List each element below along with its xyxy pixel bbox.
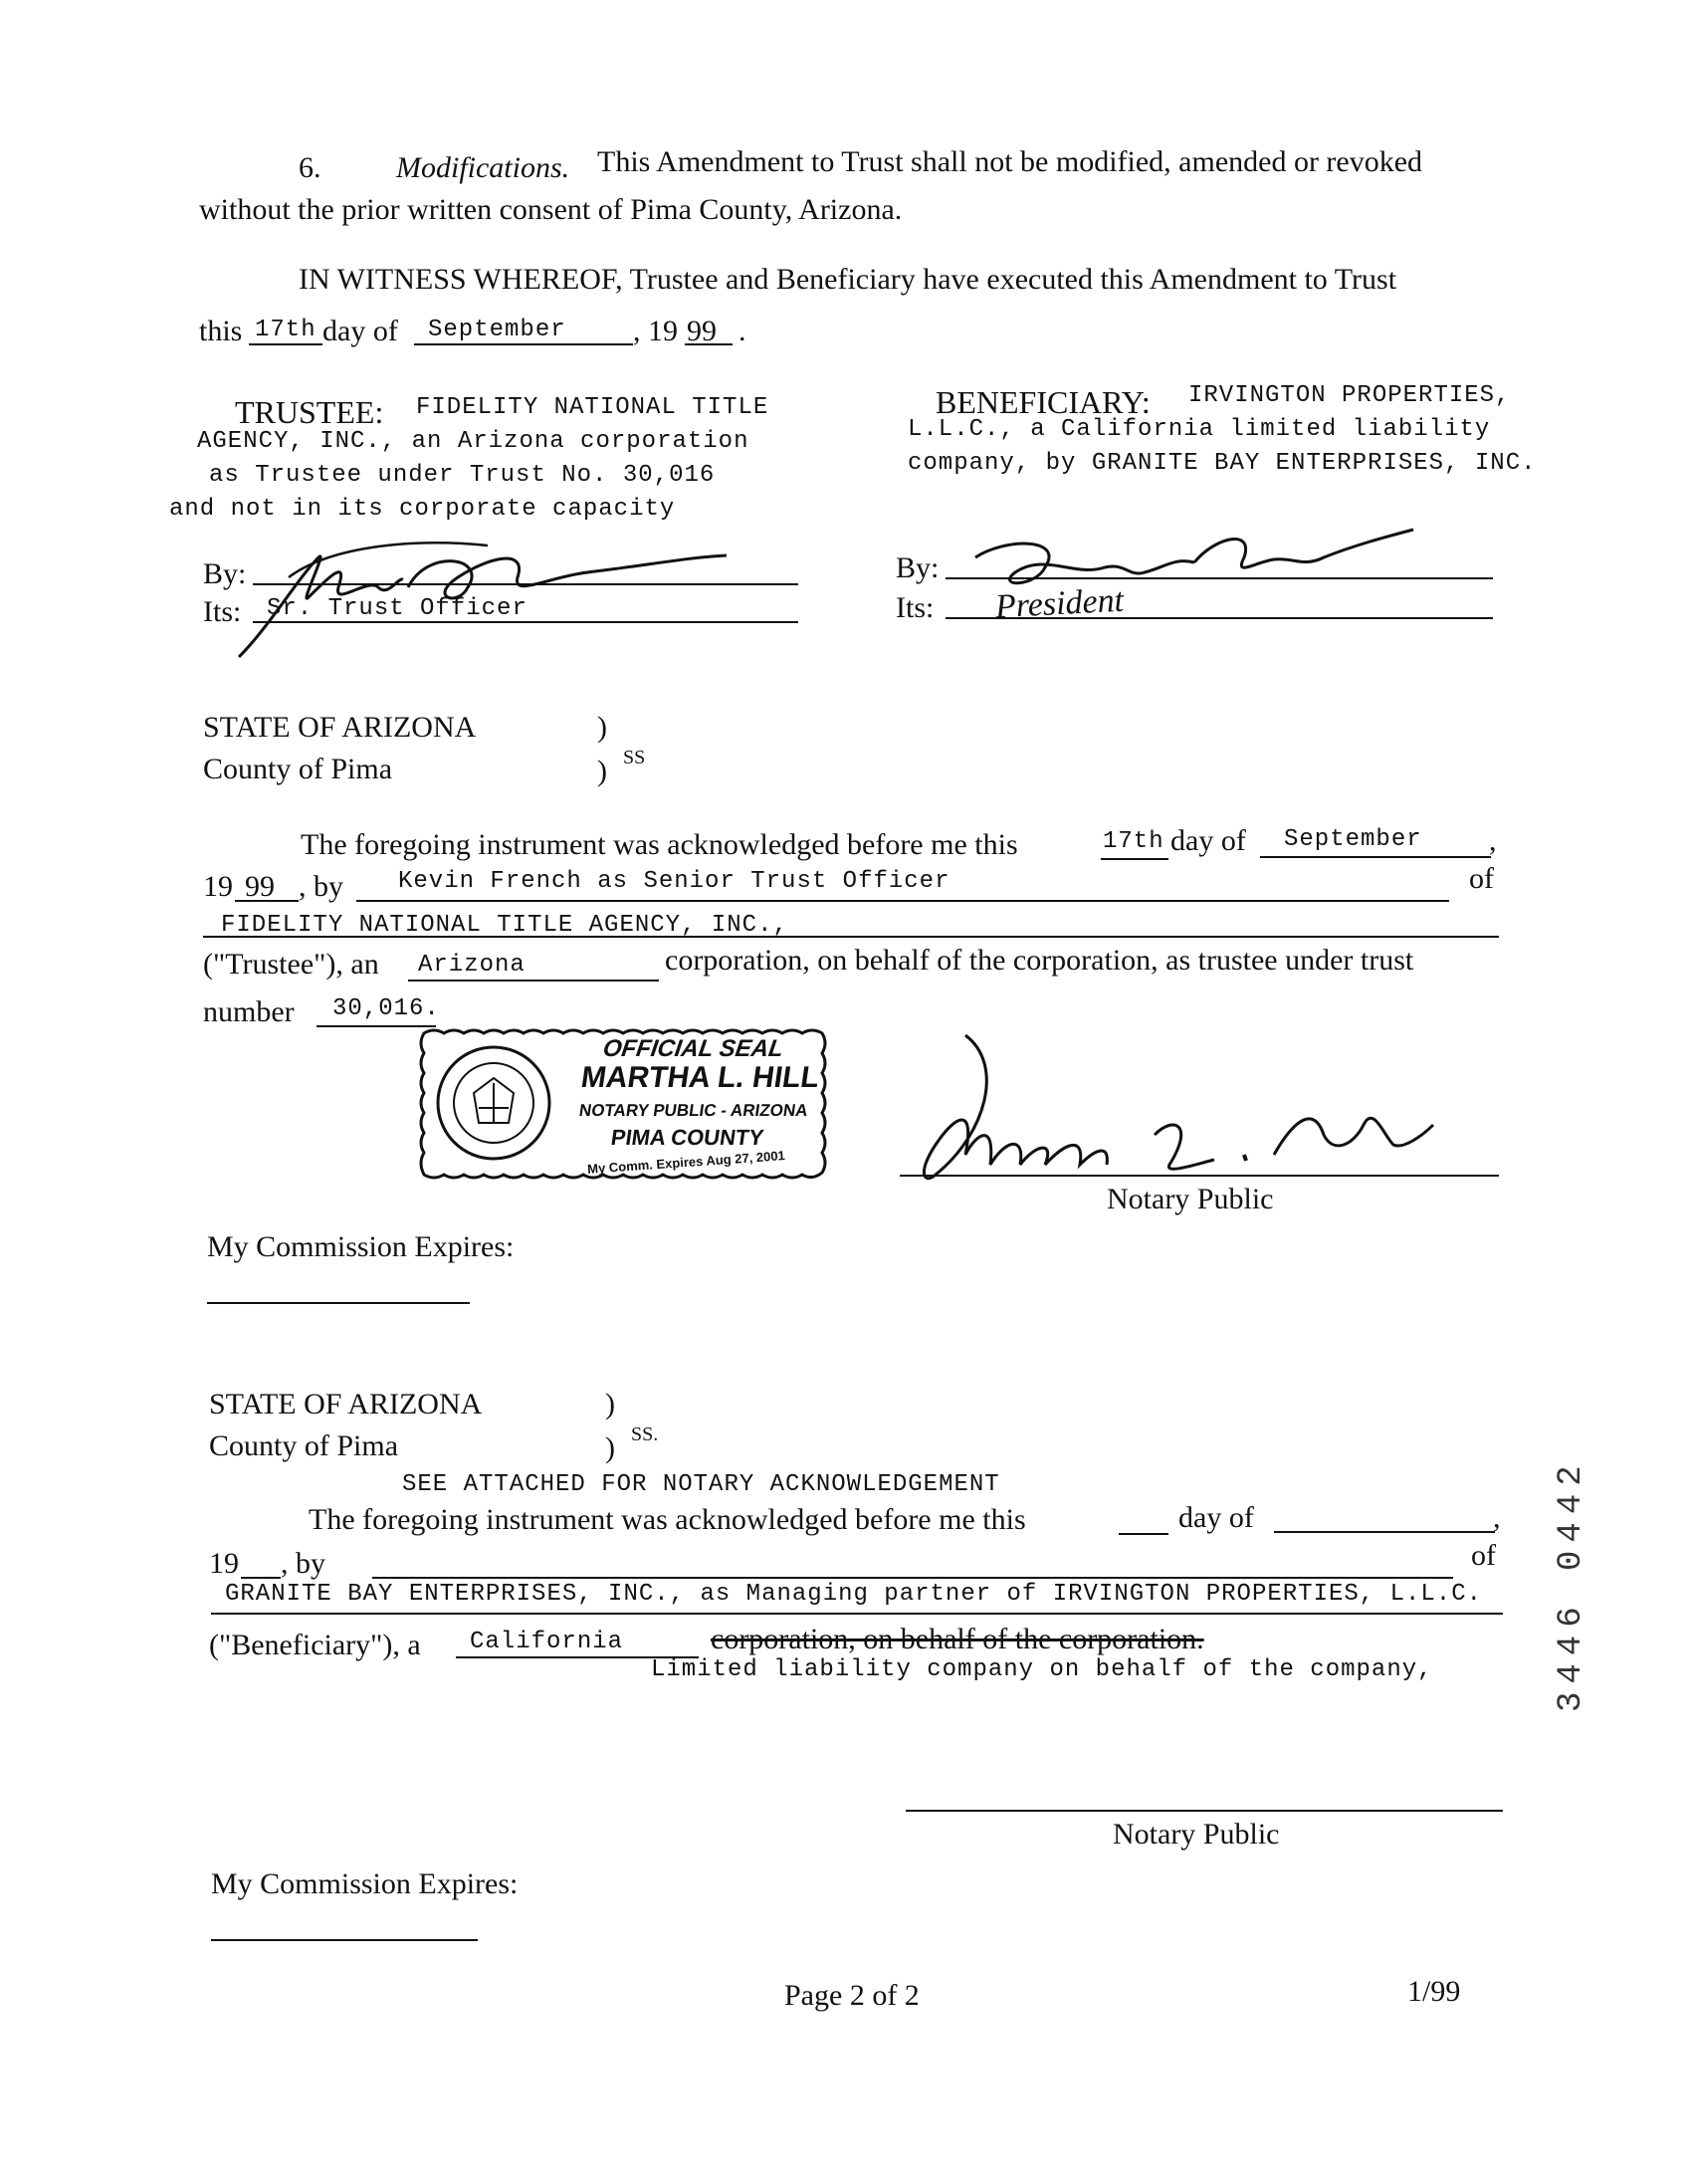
notary1-commission-line xyxy=(207,1302,470,1304)
notary1-comma: , xyxy=(1489,824,1497,857)
beneficiary-line3: company, by GRANITE BAY ENTERPRISES, INC. xyxy=(908,450,1537,477)
notary2-year-prefix: 19 xyxy=(209,1547,239,1580)
beneficiary-by-label: By: xyxy=(896,551,940,584)
trustee-line4: and not in its corporate capacity xyxy=(169,496,676,523)
beneficiary-its-value: President xyxy=(994,581,1125,626)
revision-code: 1/99 xyxy=(1407,1975,1461,2008)
notary1-ack-start: The foregoing instrument was acknowledged before me this xyxy=(301,828,1018,861)
notary1-person-underline xyxy=(356,900,1449,902)
notary1-person: Kevin French as Senior Trust Officer xyxy=(398,868,950,895)
seal-line1: OFFICIAL SEAL xyxy=(601,1035,785,1062)
notary2-paren1: ) xyxy=(605,1388,615,1420)
witness-this: this xyxy=(199,315,243,347)
notary1-company: FIDELITY NATIONAL TITLE AGENCY, INC., xyxy=(221,912,788,939)
notary1-day: 17th xyxy=(1103,828,1164,855)
notary1-month-underline xyxy=(1260,856,1491,858)
section6-text-line2: without the prior written consent of Pima County, Arizona. xyxy=(199,193,903,226)
notary1-year-prefix: 19 xyxy=(203,870,233,903)
beneficiary-its-label: Its: xyxy=(896,591,935,624)
notary2-notary-public: Notary Public xyxy=(1113,1818,1280,1851)
seal-line2: MARTHA L. HILL xyxy=(578,1061,822,1094)
beneficiary-line1: IRVINGTON PROPERTIES, xyxy=(1188,382,1511,409)
witness-line1: IN WITNESS WHEREOF, Trustee and Beneficiary have executed this Amendment to Trust xyxy=(299,263,1397,296)
beneficiary-line2: L.L.C., a California limited liability xyxy=(908,416,1491,443)
notary1-number-label: number xyxy=(203,995,295,1028)
witness-month: September xyxy=(428,317,566,343)
notary1-ss: SS xyxy=(623,747,646,768)
trustee-line2: AGENCY, INC., an Arizona corporation xyxy=(197,428,749,455)
notary1-of: of xyxy=(1469,862,1494,895)
notary2-year-blank xyxy=(241,1577,281,1579)
official-seal-stamp xyxy=(414,1023,832,1188)
beneficiary-label: BENEFICIARY: xyxy=(936,384,1151,420)
notary1-day-underline xyxy=(1101,858,1168,860)
notary2-commission-line xyxy=(211,1939,478,1941)
notary2-month-blank xyxy=(1274,1531,1495,1533)
notary2-see-attached: SEE ATTACHED FOR NOTARY ACKNOWLEDGEMENT xyxy=(402,1471,1000,1498)
seal-line3: NOTARY PUBLIC - ARIZONA xyxy=(577,1101,809,1120)
notary2-state: STATE OF ARIZONA xyxy=(209,1388,483,1420)
notary1-by: , by xyxy=(299,870,343,903)
witness-year: 99 xyxy=(687,315,717,347)
notary1-trustee-label: ("Trustee"), an xyxy=(203,948,379,981)
notary2-ack-start: The foregoing instrument was acknowledged before me this xyxy=(309,1503,1026,1536)
notary2-beneficiary-label: ("Beneficiary"), a xyxy=(209,1629,421,1661)
notary2-signature-line xyxy=(906,1810,1503,1812)
notary1-county: County of Pima xyxy=(203,753,393,785)
notary2-county: County of Pima xyxy=(209,1429,399,1462)
notary1-day-of: day of xyxy=(1170,824,1246,857)
notary1-year: 99 xyxy=(245,870,275,903)
notary1-corp-text: corporation, on behalf of the corporation, as trustee under trust xyxy=(665,944,1414,977)
trustee-its-label: Its: xyxy=(203,595,242,628)
trustee-label: TRUSTEE: xyxy=(235,394,384,430)
notary2-inserted-text: Limited liability company on behalf of the company, xyxy=(651,1656,1433,1683)
notary2-state-value: California xyxy=(470,1629,624,1655)
page-number: Page 2 of 2 xyxy=(784,1979,920,2012)
notary1-number-value: 30,016. xyxy=(332,995,440,1022)
trustee-line3: as Trustee under Trust No. 30,016 xyxy=(209,462,716,489)
section6-text-line1: This Amendment to Trust shall not be modified, amended or revoked xyxy=(597,145,1423,178)
notary2-company: GRANITE BAY ENTERPRISES, INC., as Managing partner of IRVINGTON PROPERTIES, L.L.C. xyxy=(225,1581,1482,1608)
notary1-commission: My Commission Expires: xyxy=(207,1230,515,1263)
witness-month-underline xyxy=(414,343,633,345)
notary2-company-underline xyxy=(211,1613,1503,1615)
notary1-signature-line xyxy=(900,1175,1499,1177)
witness-day-underline xyxy=(249,343,322,345)
section6-number: 6. xyxy=(299,151,321,184)
notary1-state-underline xyxy=(408,980,659,982)
notary2-struck-text: corporation, on behalf of the corporation. xyxy=(711,1623,1204,1655)
notary2-comma: , xyxy=(1493,1501,1501,1534)
witness-day-of: day of xyxy=(322,315,398,347)
notary2-by: , by xyxy=(281,1547,325,1580)
trustee-line1: FIDELITY NATIONAL TITLE xyxy=(416,394,769,421)
seal-line5: My Comm. Expires Aug 27, 2001 xyxy=(586,1148,786,1177)
witness-year-prefix: , 19 xyxy=(633,315,678,347)
notary1-paren2: ) xyxy=(597,755,607,787)
notary2-paren2: ) xyxy=(605,1431,615,1464)
notary1-state: STATE OF ARIZONA xyxy=(203,711,477,744)
witness-day: 17th xyxy=(255,317,316,343)
notary1-notary-public: Notary Public xyxy=(1107,1183,1274,1215)
notary2-ss: SS. xyxy=(631,1423,659,1445)
trustee-by-label: By: xyxy=(203,557,247,590)
notary2-day-blank xyxy=(1119,1533,1168,1535)
trustee-signature xyxy=(229,518,746,667)
notary2-of: of xyxy=(1471,1539,1496,1572)
witness-period: . xyxy=(738,315,746,347)
margin-recording-stamp: 3446 0442 xyxy=(1553,1457,1590,1712)
notary2-commission: My Commission Expires: xyxy=(211,1867,519,1900)
notary2-day-of: day of xyxy=(1178,1501,1254,1534)
seal-line4: PIMA COUNTY xyxy=(609,1125,766,1150)
notary1-paren1: ) xyxy=(597,711,607,744)
notary1-state-value: Arizona xyxy=(418,952,526,979)
beneficiary-signature xyxy=(955,518,1433,607)
section6-heading: Modifications. xyxy=(396,151,570,184)
notary1-month: September xyxy=(1284,826,1422,853)
trustee-its-value: Sr. Trust Officer xyxy=(267,595,528,622)
notary2-person-blank xyxy=(372,1577,1453,1579)
